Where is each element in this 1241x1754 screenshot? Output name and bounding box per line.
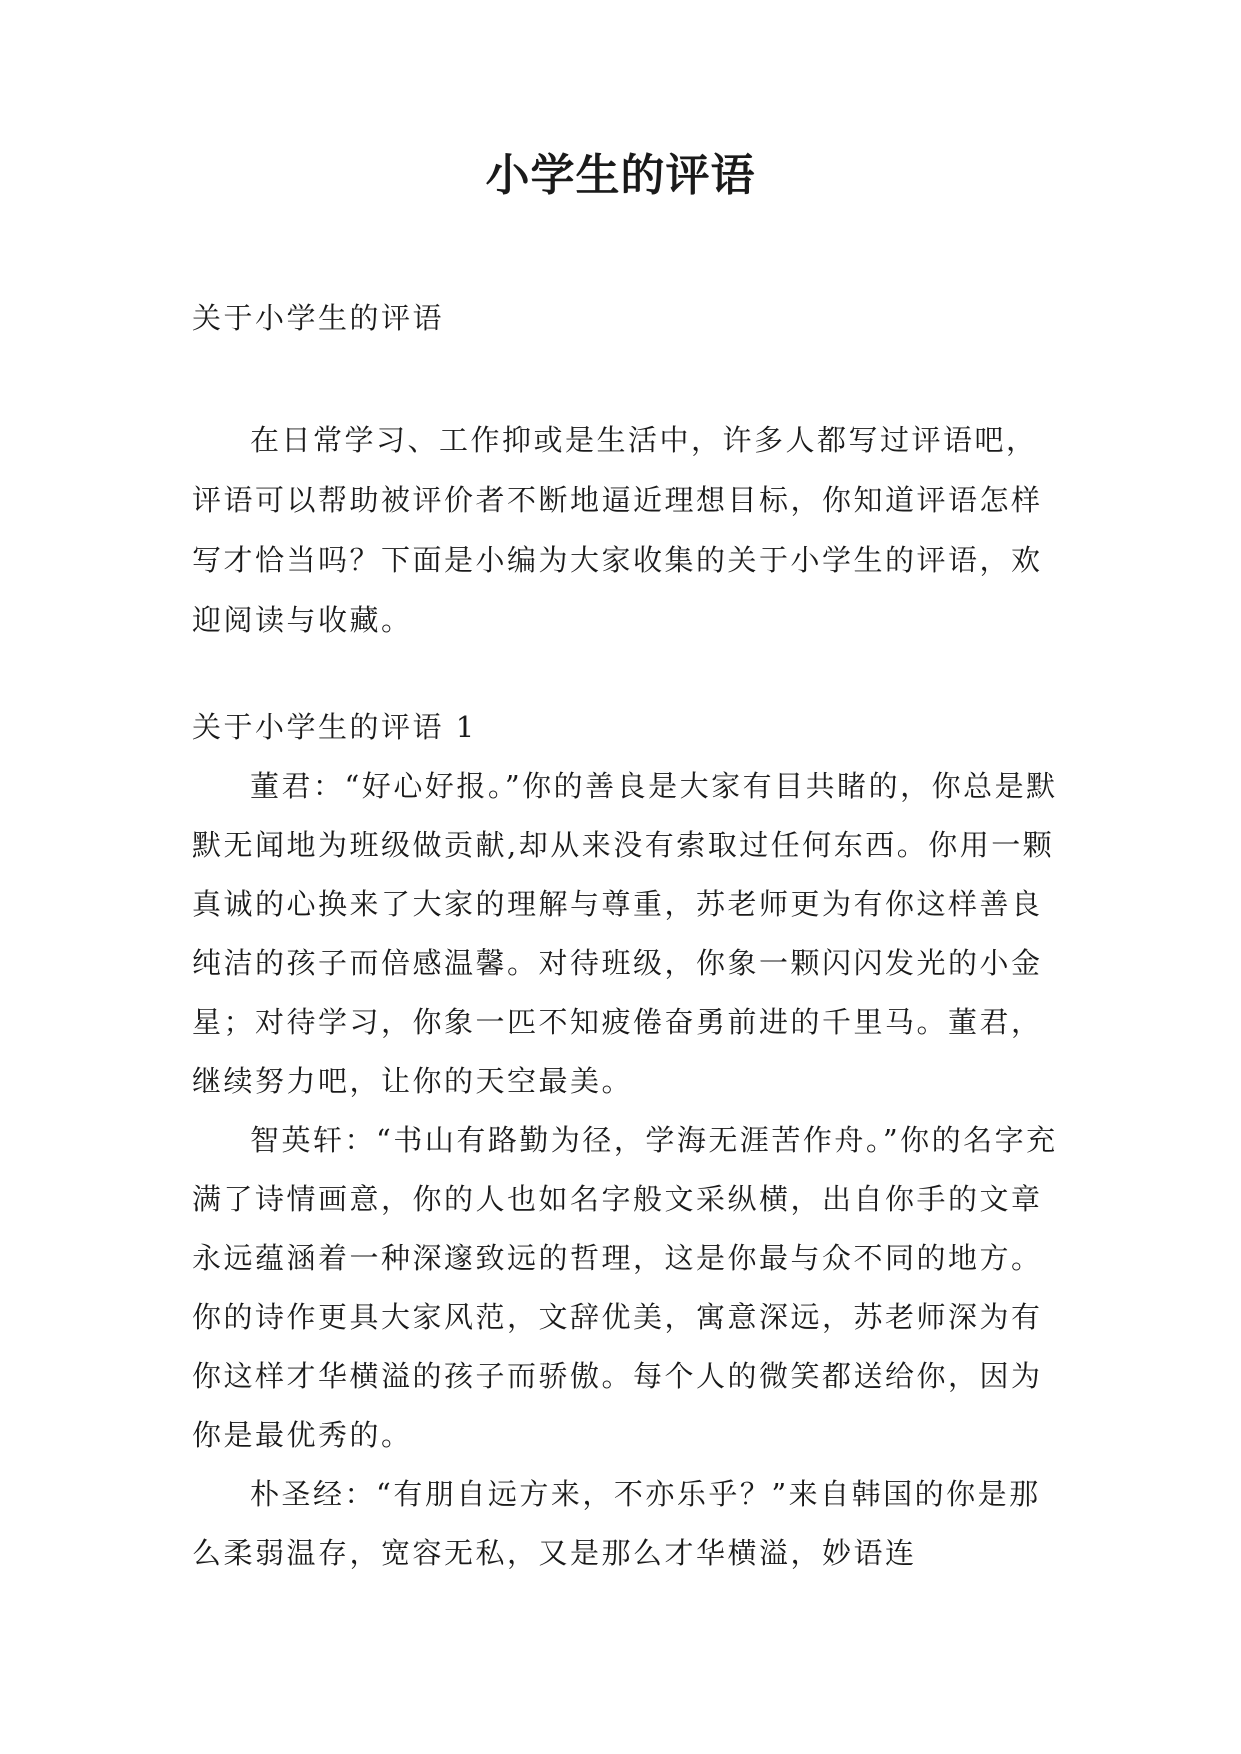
comment-paragraph-piaoshengjing: 朴圣经：“有朋自远方来，不亦乐乎？”来自韩国的你是那么柔弱温存，宽容无私，又是那么才华横溢，妙语连 bbox=[192, 1477, 1041, 1570]
intro-paragraph: 在日常学习、工作抑或是生活中，许多人都写过评语吧，评语可以帮助被评价者不断地逼近理想目标，你知道评语怎样写才恰当吗？下面是小编为大家收集的关于小学生的评语，欢迎阅读与收藏。 bbox=[192, 423, 1043, 637]
section-heading: 关于小学生的评语 1 bbox=[192, 710, 477, 744]
comment-paragraph-dongjun: 董君：“好心好报。”你的善良是大家有目共睹的，你总是默默无闻地为班级做贡献,却从来没有索取过任何东西。你用一颗真诚的心换来了大家的理解与尊重，苏老师更为有你这样善良纯洁的孩子而倍感温馨。对待班级，你象一颗闪闪发光的小金星；对待学习，你象一匹不知疲倦奋勇前进的千里马。董君，继续努力吧，让你的天空最美。 bbox=[192, 769, 1058, 1098]
document-subtitle: 关于小学生的评语 bbox=[192, 301, 445, 335]
document-title: 小学生的评语 bbox=[485, 150, 756, 201]
section-1 bbox=[192, 698, 1062, 1583]
comment-paragraph-zhiyingxuan: 智英轩：“书山有路勤为径，学海无涯苦作舟。”你的名字充满了诗情画意，你的人也如名字般文采纵横，出自你手的文章永远蕴涵着一种深邃致远的哲理，这是你最与众不同的地方。你的诗作更具大家风范，文辞优美，寓意深远，苏老师深为有你这样才华横溢的孩子而骄傲。每个人的微笑都送给你，因为你是最优秀的。 bbox=[192, 1123, 1058, 1452]
